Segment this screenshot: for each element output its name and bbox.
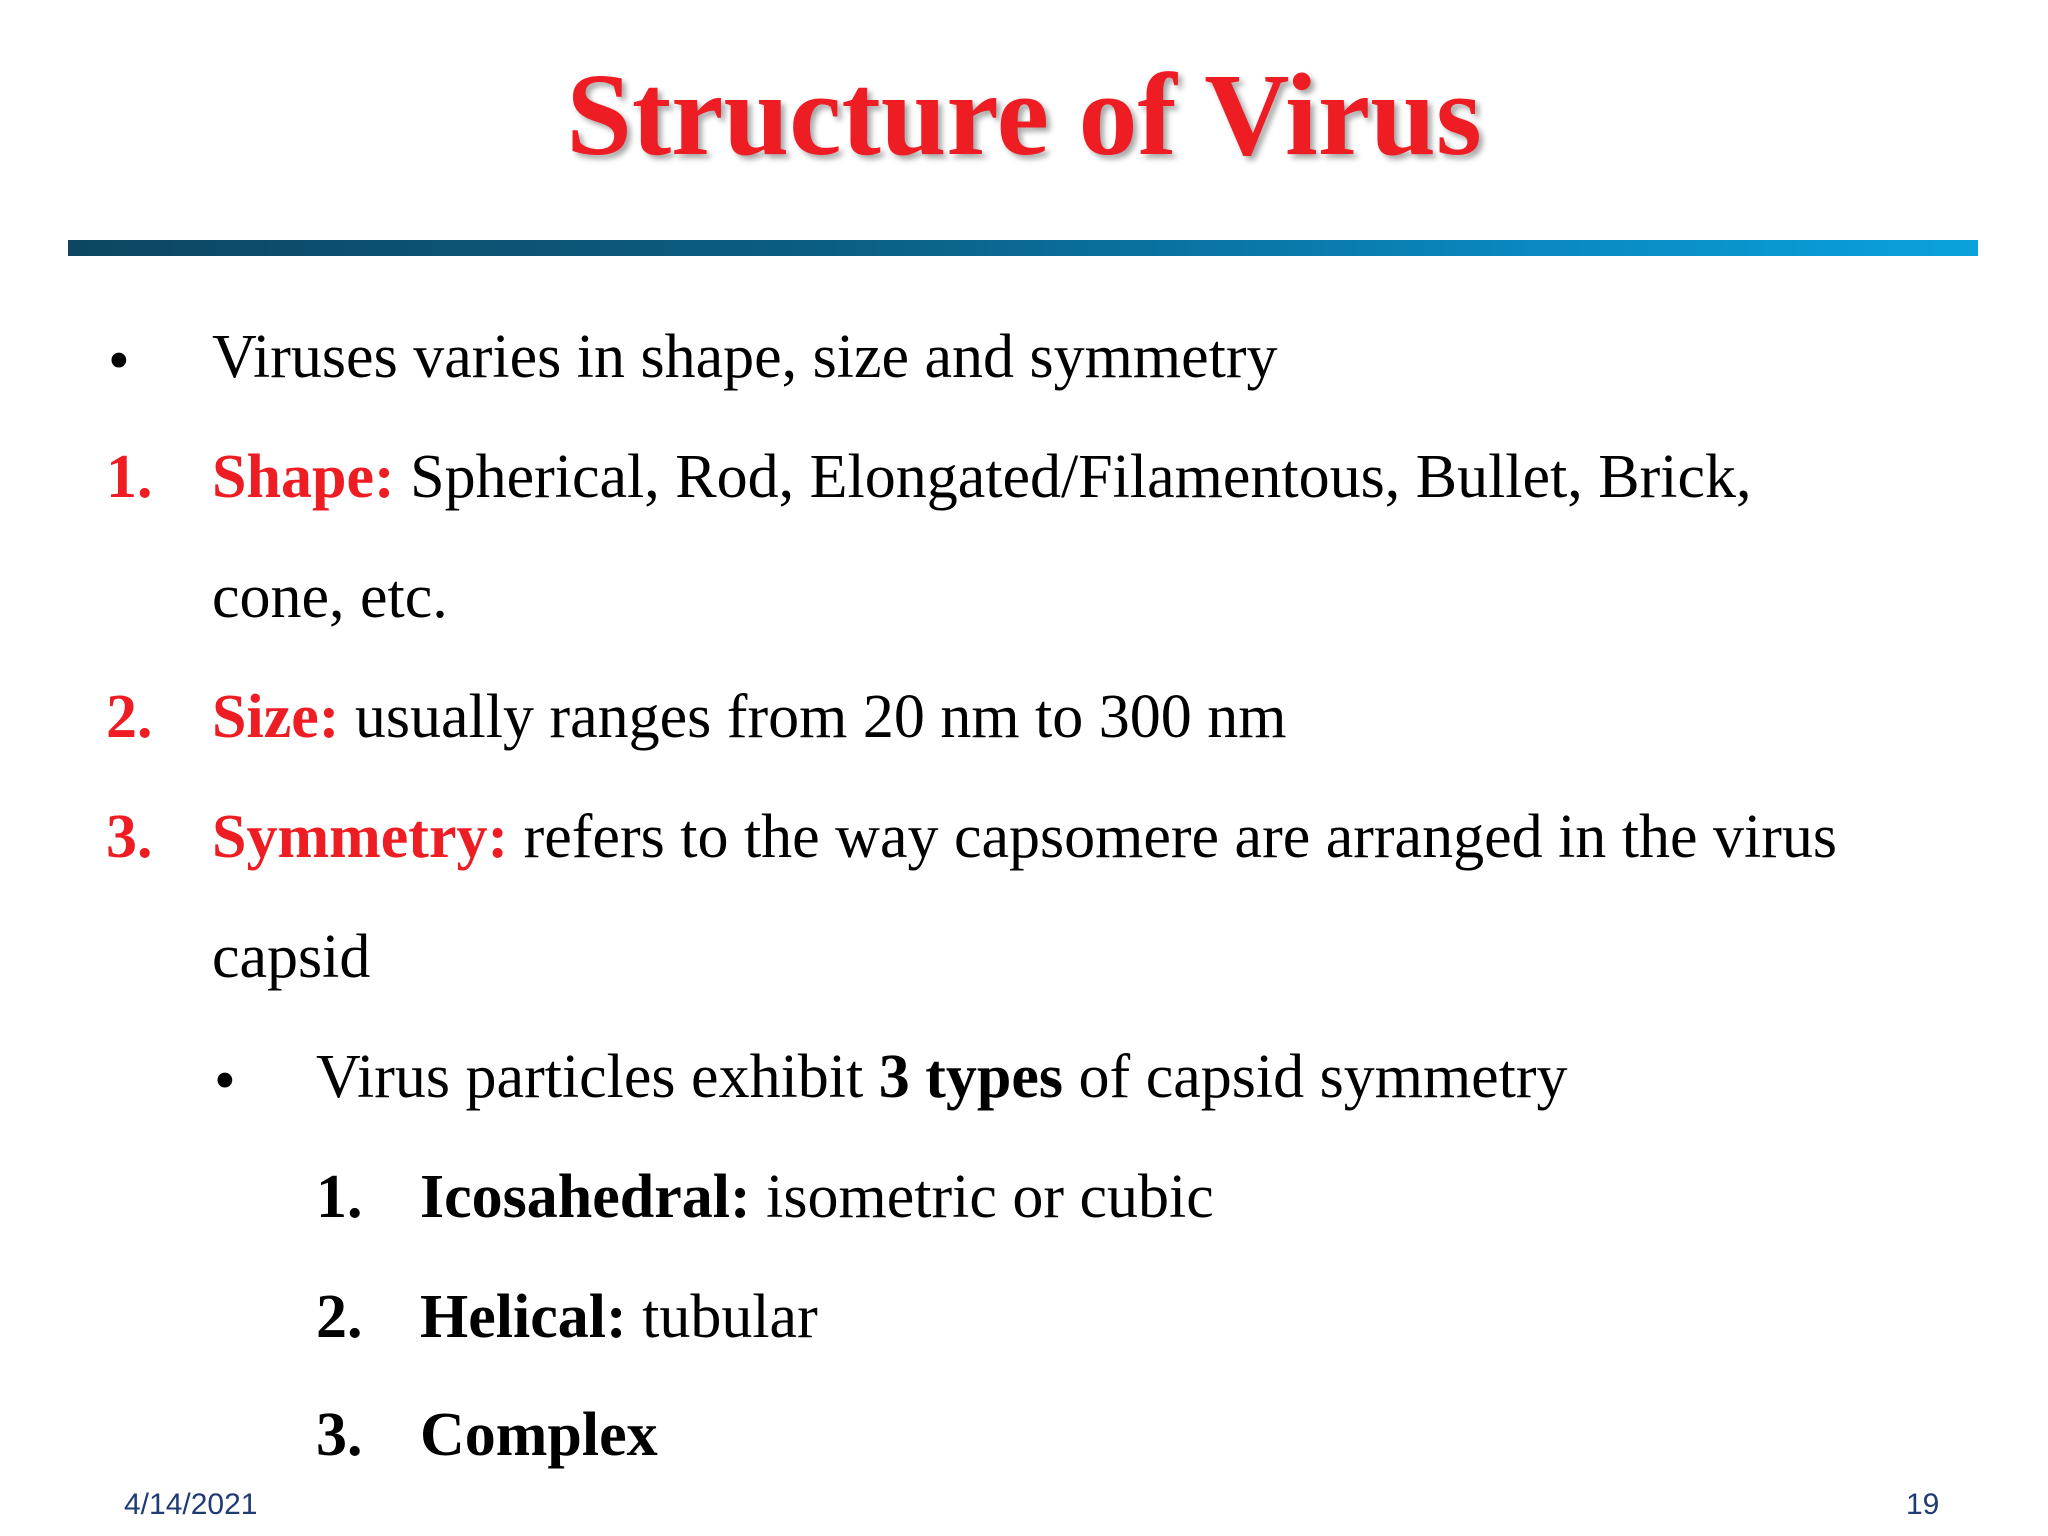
item-label-symmetry: Symmetry: — [212, 803, 509, 871]
sub-text-after: of capsid symmetry — [1063, 1043, 1568, 1111]
footer-date: 4/14/2021 — [124, 1488, 258, 1521]
item-number-shape: 1. — [106, 443, 153, 511]
item-label-size: Size: — [212, 683, 340, 751]
item-text-symmetry: refers to the way capsomere are arranged in the virus — [508, 803, 1838, 871]
item-symmetry-line1 — [212, 803, 1838, 871]
type-number-helical: 2. — [316, 1283, 363, 1351]
type-text-icosahedral: isometric or cubic — [750, 1163, 1214, 1231]
type-helical — [420, 1283, 818, 1351]
intro-text: Viruses varies in shape, size and symmetry — [212, 323, 1278, 391]
type-label-complex: Complex — [420, 1401, 658, 1469]
item-label-shape: Shape: — [212, 443, 395, 511]
type-icosahedral — [420, 1163, 1214, 1231]
sub-bullet-text — [316, 1043, 1568, 1111]
type-text-helical: tubular — [626, 1283, 818, 1351]
item-text-shape: Spherical, Rod, Elongated/Filamentous, Bullet, Brick, — [394, 443, 1752, 511]
sub-text-bold: 3 types — [878, 1043, 1064, 1111]
item-number-size: 2. — [106, 683, 153, 751]
item-shape-line2: cone, etc. — [212, 563, 448, 631]
footer-page-number: 19 — [1906, 1488, 1940, 1521]
type-number-complex: 3. — [316, 1401, 363, 1469]
type-complex — [420, 1401, 658, 1469]
type-label-helical: Helical: — [420, 1283, 627, 1351]
item-number-symmetry: 3. — [106, 803, 153, 871]
item-symmetry-line2: capsid — [212, 923, 371, 991]
intro-bullet: • — [108, 327, 130, 395]
type-number-icosahedral: 1. — [316, 1163, 363, 1231]
slide-title: Structure of Virus — [566, 49, 1482, 180]
item-size-line1 — [212, 683, 1287, 751]
item-shape-line1 — [212, 443, 1752, 511]
type-label-icosahedral: Icosahedral: — [420, 1163, 751, 1231]
sub-text-before: Virus particles exhibit — [316, 1043, 879, 1111]
sub-bullet: • — [214, 1047, 236, 1115]
item-text-size: usually ranges from 20 nm to 300 nm — [339, 683, 1287, 751]
